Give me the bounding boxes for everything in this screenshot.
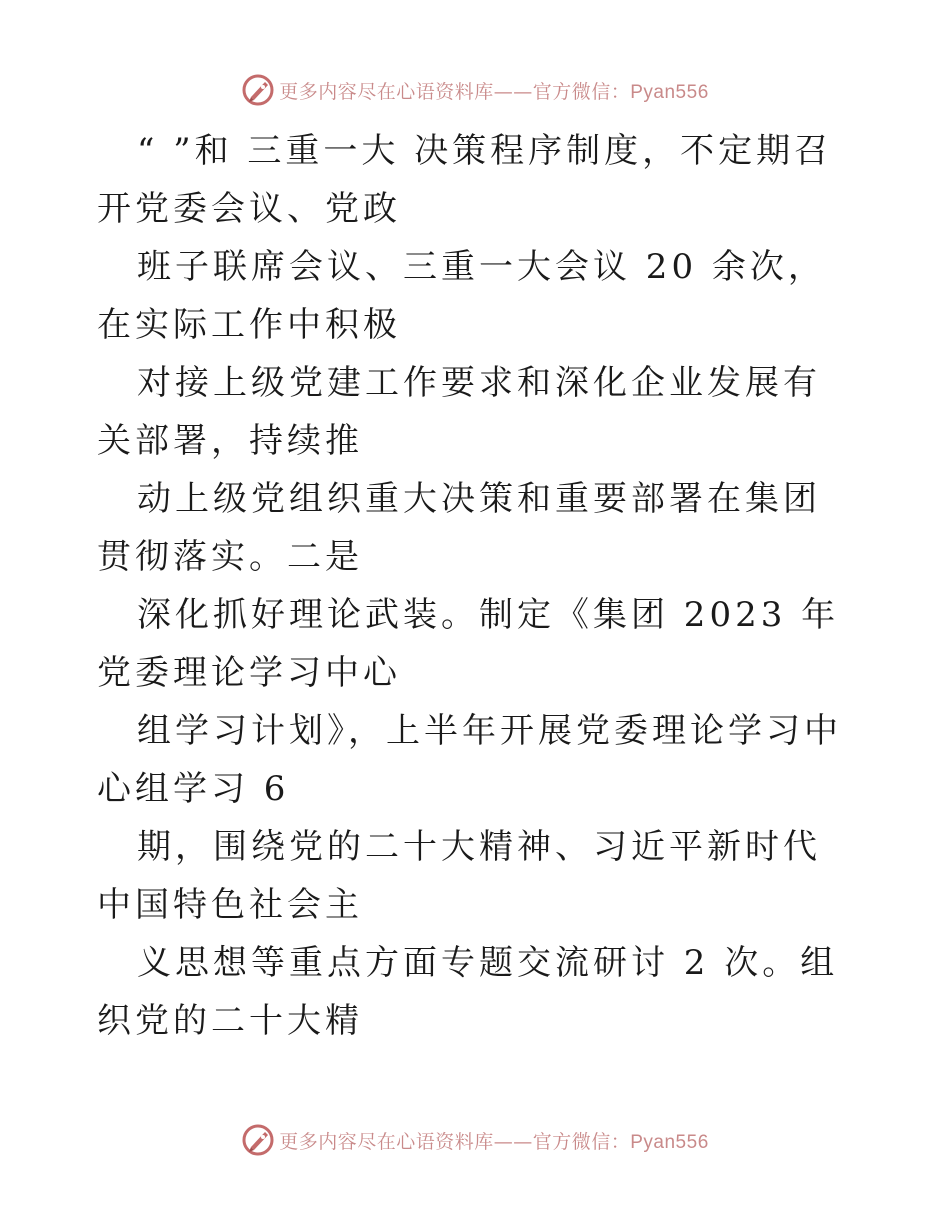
quill-logo-icon	[241, 1123, 275, 1157]
header-watermark	[0, 70, 950, 110]
paragraph-line: 义思想等重点方面专题交流研讨 2 次。组织党的二十大精	[97, 943, 839, 1041]
header-dash: ——	[493, 80, 533, 103]
footer-watermark	[0, 1120, 950, 1160]
paragraph-line: 班子联席会议、三重一大会议 20 余次，在实际工作中积极	[97, 247, 826, 345]
header-watermark-text	[279, 77, 709, 104]
paragraph-line: “ ”和 三重一大 决策程序制度，不定期召开党委会议、党政	[97, 131, 833, 229]
paragraph-line: 期，围绕党的二十大精神、习近平新时代中国特色社会主	[97, 827, 821, 925]
header-wechat-id: Pyan556	[630, 81, 709, 103]
footer-watermark-text	[279, 1127, 709, 1154]
document-body	[97, 122, 857, 1050]
footer-brand: 更多内容尽在心语资料库	[279, 1130, 494, 1153]
footer-wechat-label: 官方微信：	[532, 1130, 631, 1153]
footer-dash: ——	[493, 1130, 533, 1153]
quill-logo-icon	[241, 73, 275, 107]
header-brand: 更多内容尽在心语资料库	[279, 80, 494, 103]
paragraph-line: 对接上级党建工作要求和深化企业发展有关部署，持续推	[97, 363, 821, 461]
paragraph-line: 组学习计划》，上半年开展党委理论学习中心组学习 6	[97, 711, 842, 809]
header-watermark-inner	[241, 73, 709, 107]
header-wechat-label: 官方微信：	[532, 80, 631, 103]
paragraph-line: 深化抓好理论武装。制定《集团 2023 年党委理论学习中心	[97, 595, 840, 693]
footer-watermark-inner	[241, 1123, 709, 1157]
footer-wechat-id: Pyan556	[630, 1131, 709, 1153]
paragraph-line: 动上级党组织重大决策和重要部署在集团贯彻落实。二是	[97, 479, 821, 577]
